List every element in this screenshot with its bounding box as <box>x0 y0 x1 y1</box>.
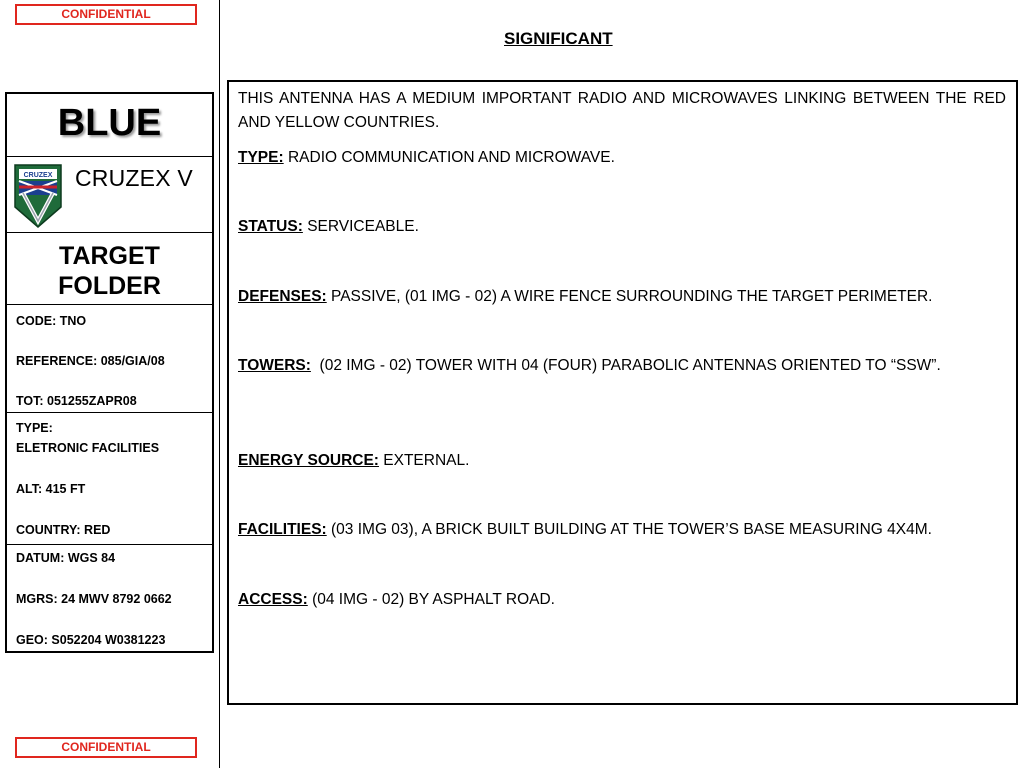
type-label: TYPE: <box>16 421 53 435</box>
type-cell <box>7 412 212 544</box>
confidential-banner-top: CONFIDENTIAL <box>15 4 197 25</box>
status-field-value: SERVICEABLE. <box>307 218 419 235</box>
energy-field-label: ENERGY SOURCE: <box>238 452 379 469</box>
team-title: BLUE <box>57 102 162 144</box>
towers-paragraph <box>238 354 1006 378</box>
exercise-cell <box>7 156 212 232</box>
datum-cell <box>7 544 212 651</box>
folder-title <box>7 241 212 301</box>
defenses-field-label: DEFENSES: <box>238 288 327 305</box>
defenses-paragraph <box>238 285 1006 309</box>
facilities-field-value: (03 IMG 03), A BRICK BUILT BUILDING AT THE TOWER’S BASE MEASURING 4X4M. <box>331 521 932 538</box>
defenses-field-value: PASSIVE, (01 IMG - 02) A WIRE FENCE SURROUNDING THE TARGET PERIMETER. <box>331 288 933 305</box>
target-info-panel <box>5 92 214 653</box>
energy-paragraph <box>238 449 1006 473</box>
tot-text: TOT: 051255ZAPR08 <box>16 394 137 408</box>
cruzex-emblem-icon <box>13 163 63 229</box>
confidential-banner-bottom: CONFIDENTIAL <box>15 737 197 758</box>
page-title: SIGNIFICANT <box>504 29 613 48</box>
status-paragraph <box>238 215 1006 239</box>
emblem-text: CRUZEX <box>23 172 53 179</box>
reference-text: REFERENCE: 085/GIA/08 <box>16 354 165 368</box>
description-box <box>227 80 1018 705</box>
access-field-label: ACCESS: <box>238 591 308 608</box>
access-field-value: (04 IMG - 02) BY ASPHALT ROAD. <box>312 591 555 608</box>
code-cell <box>7 304 212 412</box>
access-paragraph <box>238 588 1006 612</box>
type-value: ELETRONIC FACILITIES <box>16 441 160 455</box>
geo-text: GEO: S052204 W0381223 <box>16 633 166 647</box>
facilities-field-label: FACILITIES: <box>238 521 327 538</box>
vertical-divider <box>219 0 220 768</box>
type-paragraph <box>238 146 1006 170</box>
status-field-label: STATUS: <box>238 218 303 235</box>
intro-paragraph: THIS ANTENNA HAS A MEDIUM IMPORTANT RADIO AND MICROWAVES LINKING BETWEEN THE RED AND YELLOW COUNTRIES. <box>238 90 1006 131</box>
exercise-title: CRUZEX V <box>75 165 193 191</box>
folder-title-line1: TARGET <box>59 242 160 270</box>
country-text: COUNTRY: RED <box>16 523 111 537</box>
datum-text: DATUM: WGS 84 <box>16 551 116 565</box>
facilities-paragraph <box>238 518 1006 542</box>
towers-field-value: (02 IMG - 02) TOWER WITH 04 (FOUR) PARABOLIC ANTENNAS ORIENTED TO “SSW”. <box>319 357 941 374</box>
folder-title-line2: FOLDER <box>58 272 161 300</box>
towers-field-label: TOWERS: <box>238 357 311 374</box>
type-field-label: TYPE: <box>238 149 284 166</box>
alt-text: ALT: 415 FT <box>16 482 86 496</box>
team-cell <box>7 94 212 156</box>
code-text: CODE: TNO <box>16 314 87 328</box>
folder-cell <box>7 232 212 304</box>
energy-field-value: EXTERNAL. <box>383 452 470 469</box>
type-field-value: RADIO COMMUNICATION AND MICROWAVE. <box>287 149 615 166</box>
mgrs-text: MGRS: 24 MWV 8792 0662 <box>16 592 172 606</box>
